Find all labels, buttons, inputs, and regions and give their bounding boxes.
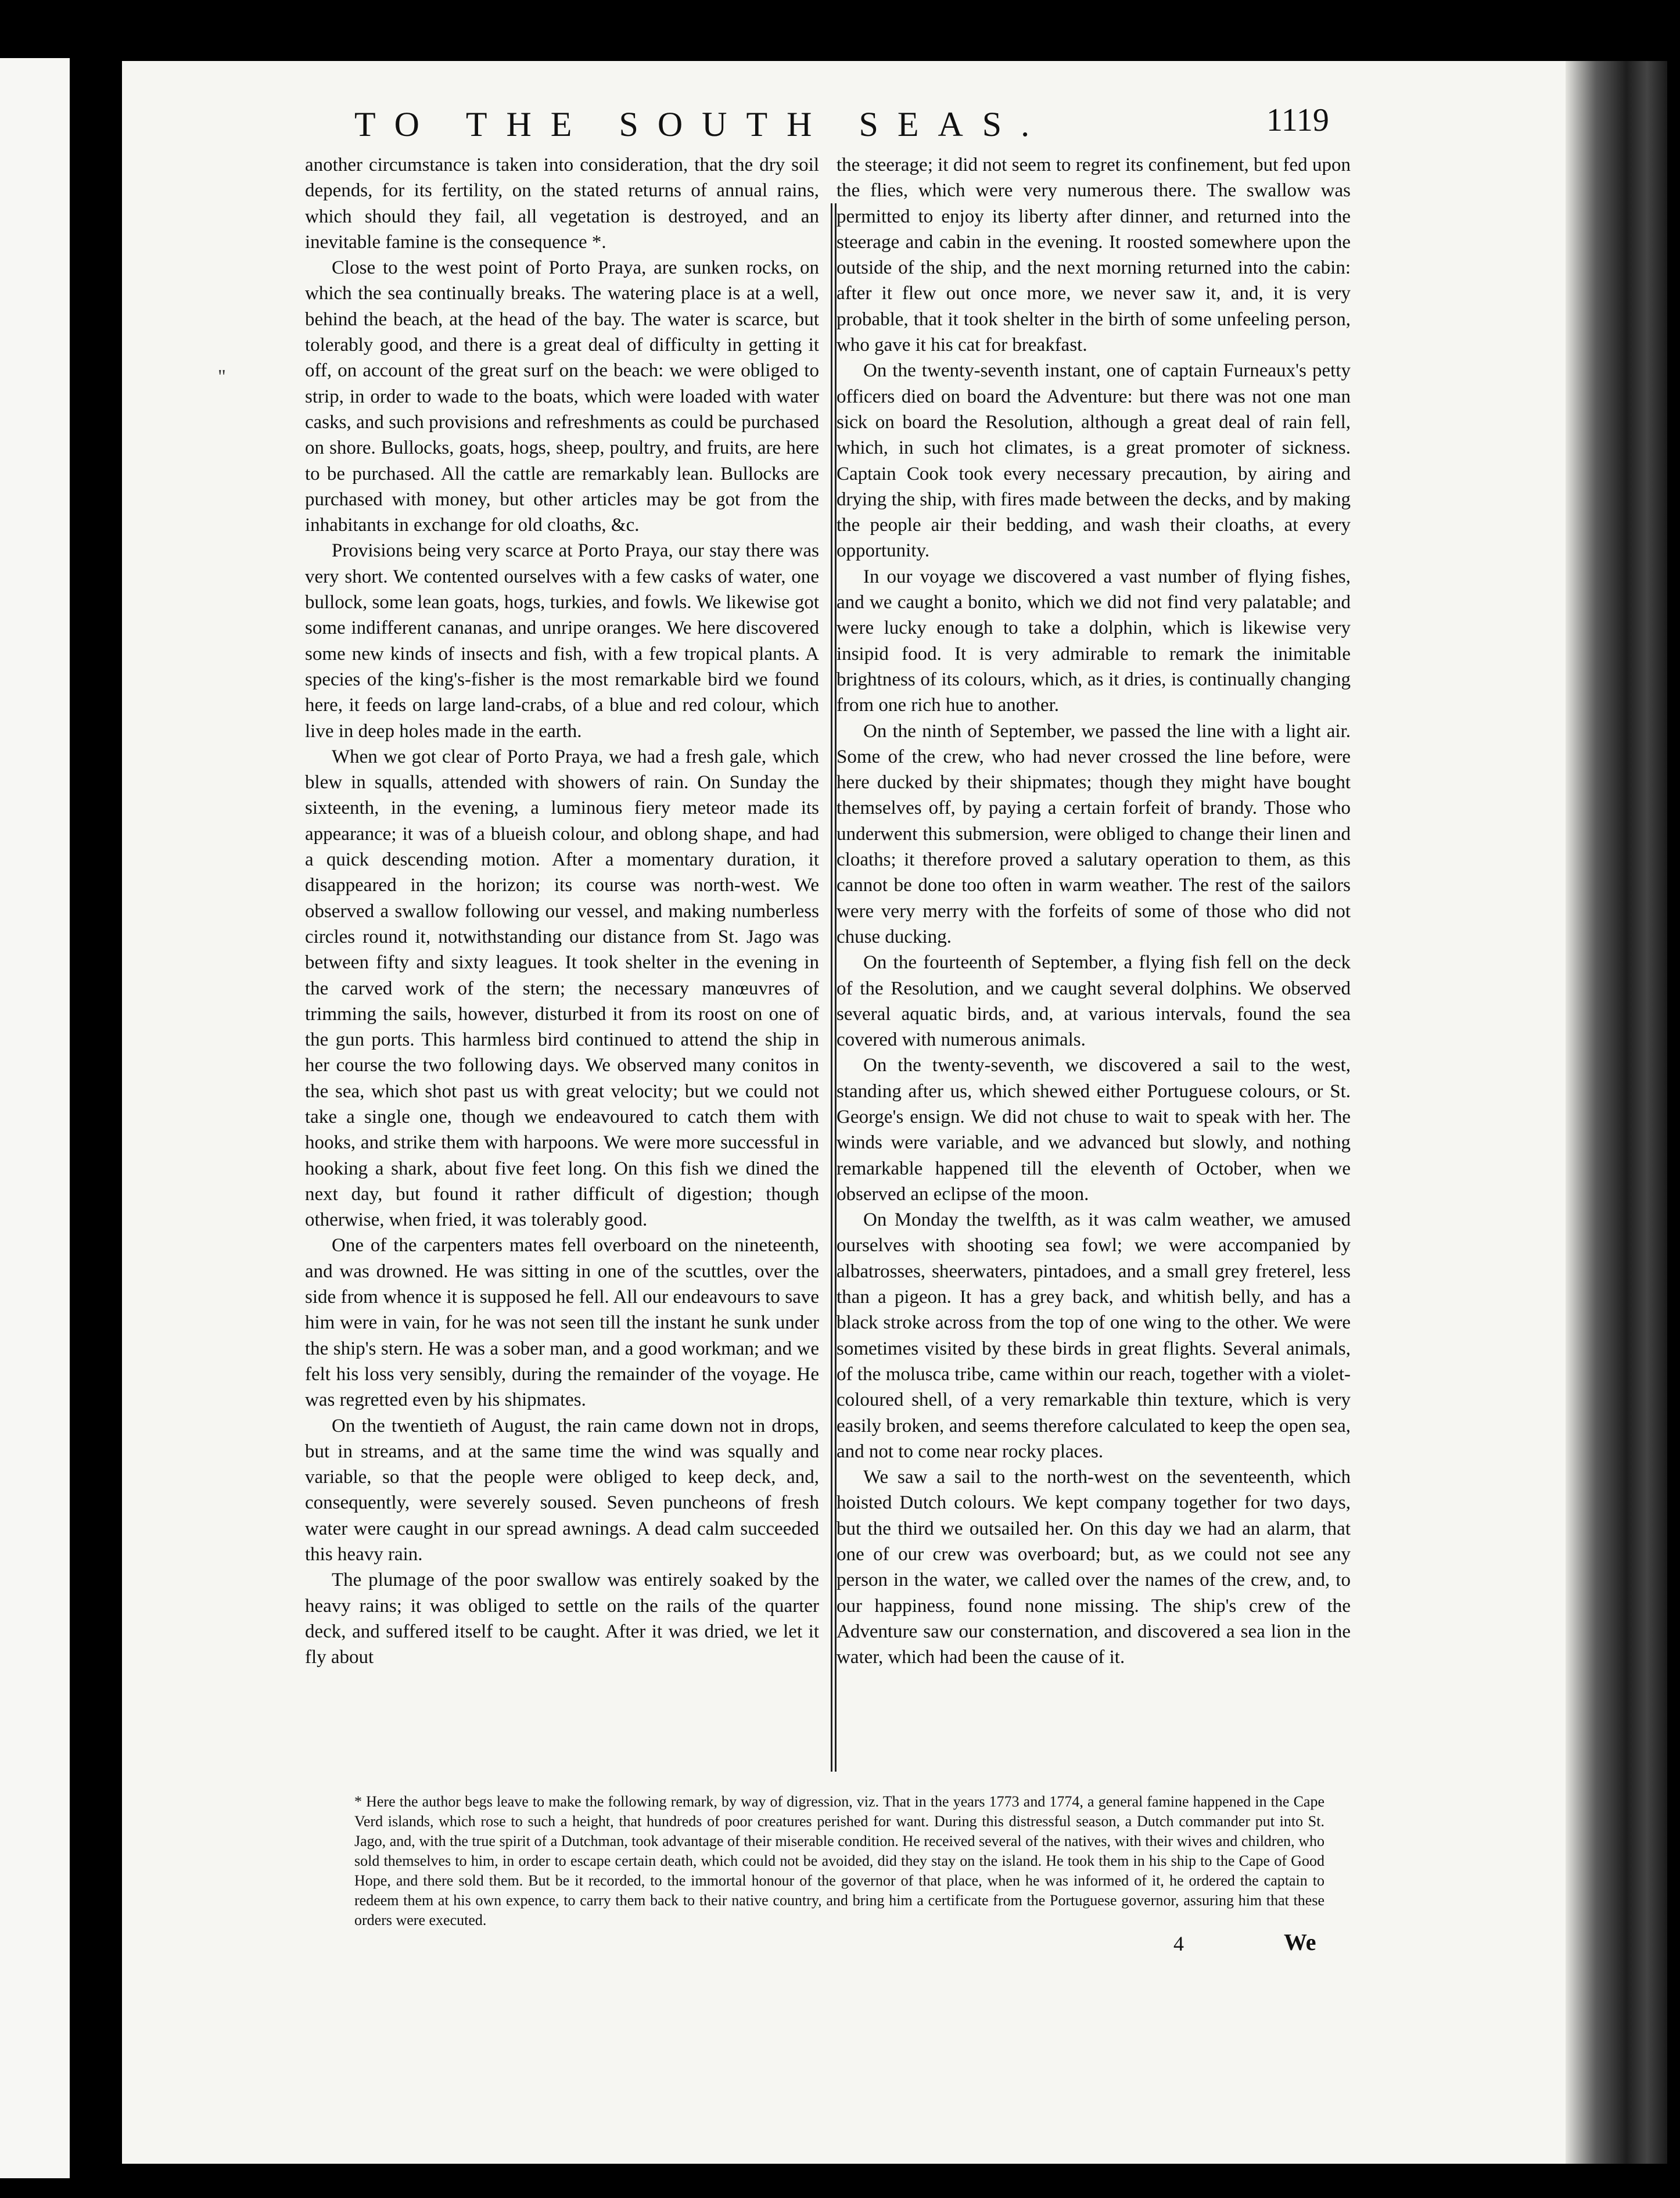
column-divider xyxy=(831,203,837,1772)
paragraph: On the ninth of September, we passed the line with a light air. Some of the crew, who had never crossed the line before, were here ducked by their shipmates; though they might have bought themselves off, by paying a certain forfeit of brandy. Those who underwent this submersion, were obliged to change their linen and cloaths; it therefore proved a salutary operation to them, as this cannot be done too often in warm weather. The rest of the sailors were very merry with the forfeits of some of those who did not chuse ducking. xyxy=(837,720,1351,947)
right-column xyxy=(837,152,1351,1671)
signature-mark: 4 xyxy=(1173,1932,1184,1955)
paragraph: On the fourteenth of September, a flying fish fell on the deck of the Resolution, and we caught several dolphins. We observed several aquatic birds, and, at various intervals, found the sea covered with numerous animals. xyxy=(837,952,1351,1051)
paragraph: On Monday the twelfth, as it was calm weather, we amused ourselves with shooting sea fowl; we were accompanied by albatrosses, sheerwaters, pintadoes, and a small grey freterel, less than a pigeon. It has a grey back, and whitish belly, and has a black stroke across from the top of one wing to the other. We were sometimes visited by these birds in great flights. Several animals, of the molusca tribe, came within our reach, together with a violet-coloured shell, of a very remarkable thin texture, which is very easily broken, and seems therefore calculated to keep the open sea, and not to come near rocky places. xyxy=(837,1209,1351,1462)
margin-mark: " xyxy=(218,366,226,387)
paragraph: the steerage; it did not seem to regret its confinement, but fed upon the flies, which were very numerous there. The swallow was permitted to enjoy its liberty after dinner, and returned into the steerage and cabin in the evening. It roosted somewhere upon the outside of the ship, and the next morning returned into the cabin: after it flew out once more, we never saw it, and, it is very probable, that it took shelter in the birth of some unfeeling person, who gave it his cat for breakfast. xyxy=(837,155,1351,356)
running-title: TO THE SOUTH SEAS. xyxy=(354,105,1049,143)
paragraph: The plumage of the poor swallow was entirely soaked by the heavy rains; it was obliged to settle on the rails of the quarter deck, and suffered itself to be caught. After it was dried, we let it fly about xyxy=(305,1570,819,1668)
page-number: 1119 xyxy=(1266,102,1329,138)
paragraph: On the twentieth of August, the rain came down not in drops, but in streams, and at the same time the wind was squally and variable, so that the people were obliged to keep deck, and, consequently, were severely soused. Seven puncheons of fresh water were caught in our spread awnings. A dead calm succeeded this heavy rain. xyxy=(305,1415,819,1565)
footnote: * Here the author begs leave to make the following remark, by way of digression, viz. That in the years 1773 and 1774, a general famine happened in the Cape Verd islands, which rose to such a height, that hundreds of poor creatures perished for want. During this distressful season, a Dutch commander put into St. Jago, and, with the true spirit of a Dutchman, took advantage of their miserable condition. He received several of the natives, with their wives and children, who sold themselves to him, in order to escape certain death, which could not be avoided, did they stay on the island. He took them in his ship to the Cape of Good Hope, and there sold them. But be it recorded, to the immortal honour of the governor of that place, when he was informed of it, he ordered the captain to redeem them at his own expence, to carry them back to their native country, and bring him a certificate from the Portuguese governor, assuring him that these orders were executed. xyxy=(354,1793,1324,1928)
paragraph: When we got clear of Porto Praya, we had a fresh gale, which blew in squalls, attended with showers of rain. On Sunday the sixteenth, in the evening, a luminous fiery meteor made its appearance; it was of a blueish colour, and oblong shape, and had a quick descending motion. After a momentary duration, it disappeared in the horizon; its course was north-west. We observed a swallow following our vessel, and making numberless circles round it, notwithstanding our distance from St. Jago was between fifty and sixty leagues. It took shelter in the evening in the carved work of the stern; the necessary manœuvres of trimming the sails, however, disturbed it from its roost on one of the gun ports. This harmless bird continued to attend the ship in her course the two following days. We observed many conitos in the sea, which shot past us with great velocity; but we could not take a single one, though we endeavoured to catch them with hooks, and strike them with harpoons. We were more successful in hooking a shark, about five feet long. On this fish we dined the next day, but found it rather difficult of digestion; though otherwise, when fried, it was tolerably good. xyxy=(305,746,819,1231)
catchword: We xyxy=(1284,1929,1316,1955)
paragraph: another circumstance is taken into consideration, that the dry soil depends, for its fertility, on the stated returns of annual rains, which should they fail, all vegetation is destroyed, and an inevitable famine is the consequence *. xyxy=(305,155,819,253)
paragraph: We saw a sail to the north-west on the seventeenth, which hoisted Dutch colours. We kept company together for two days, but the third we outsailed her. On this day we had an alarm, that one of our crew was overboard; but, as we could not see any person in the water, we called over the names of the crew, and, to our happiness, found none missing. The ship's crew of the Adventure saw our consternation, and discovered a sea lion in the water, which had been the cause of it. xyxy=(837,1467,1351,1668)
paragraph: On the twenty-seventh instant, one of captain Furneaux's petty officers died on board the Adventure: but there was not one man sick on board the Resolution, although a great deal of rain fell, which, in such hot climates, is a great promoter of sickness. Captain Cook took every necessary precaution, by airing and drying the ship, with fires made between the decks, and by making the people air their bedding, and wash their cloaths, at every opportunity. xyxy=(837,360,1351,562)
paragraph: On the twenty-seventh, we discovered a sail to the west, standing after us, which shewed either Portuguese colours, or St. George's ensign. We did not chuse to wait to speak with her. The winds were variable, and we advanced but slowly, and nothing remarkable happened till the eleventh of October, when we observed an eclipse of the moon. xyxy=(837,1055,1351,1205)
paragraph: Close to the west point of Porto Praya, are sunken rocks, on which the sea continually breaks. The watering place is at a well, behind the beach, at the head of the bay. The water is scarce, but tolerably good, and there is a great deal of difficulty in getting it off, on account of the great surf on the beach: we were obliged to strip, in order to wade to the boats, which were loaded with water casks, and such provisions and refreshments as could be purchased on shore. Bullocks, goats, hogs, sheep, poultry, and fruits, are here to be purchased. All the cattle are remarkably lean. Bullocks are purchased with money, but other articles may be got from the inhabitants in exchange for old cloaths, &c. xyxy=(305,257,819,536)
paragraph: In our voyage we discovered a vast number of flying fishes, and we caught a bonito, which we did not find very palatable; and were lucky enough to take a dolphin, which is likewise very insipid food. It is very admirable to remark the inimitable brightness of its colours, which, as it dries, is continually changing from one rich hue to another. xyxy=(837,566,1351,716)
paragraph: One of the carpenters mates fell overboard on the nineteenth, and was drowned. He was sitting in one of the scuttles, over the side from whence it is supposed he fell. All our endeavours to save him were in vain, for he was not seen till the instant he sunk under the ship's stern. He was a sober man, and a good workman; and we felt his loss very sensibly, during the remainder of the voyage. He was regretted even by his shipmates. xyxy=(305,1235,819,1411)
paragraph: Provisions being very scarce at Porto Praya, our stay there was very short. We contented ourselves with a few casks of water, one bullock, some lean goats, hogs, turkies, and fowls. We likewise got some indifferent cananas, and unripe oranges. We here discovered some new kinds of insects and fish, with a few tropical plants. A species of the king's-fisher is the most remarkable bird we found here, it feeds on large land-crabs, of a blue and red colour, which live in deep holes made in the earth. xyxy=(305,540,819,742)
page-fore-edge xyxy=(1566,61,1667,2164)
facing-page-edge xyxy=(0,58,70,2178)
left-column xyxy=(305,152,819,1671)
